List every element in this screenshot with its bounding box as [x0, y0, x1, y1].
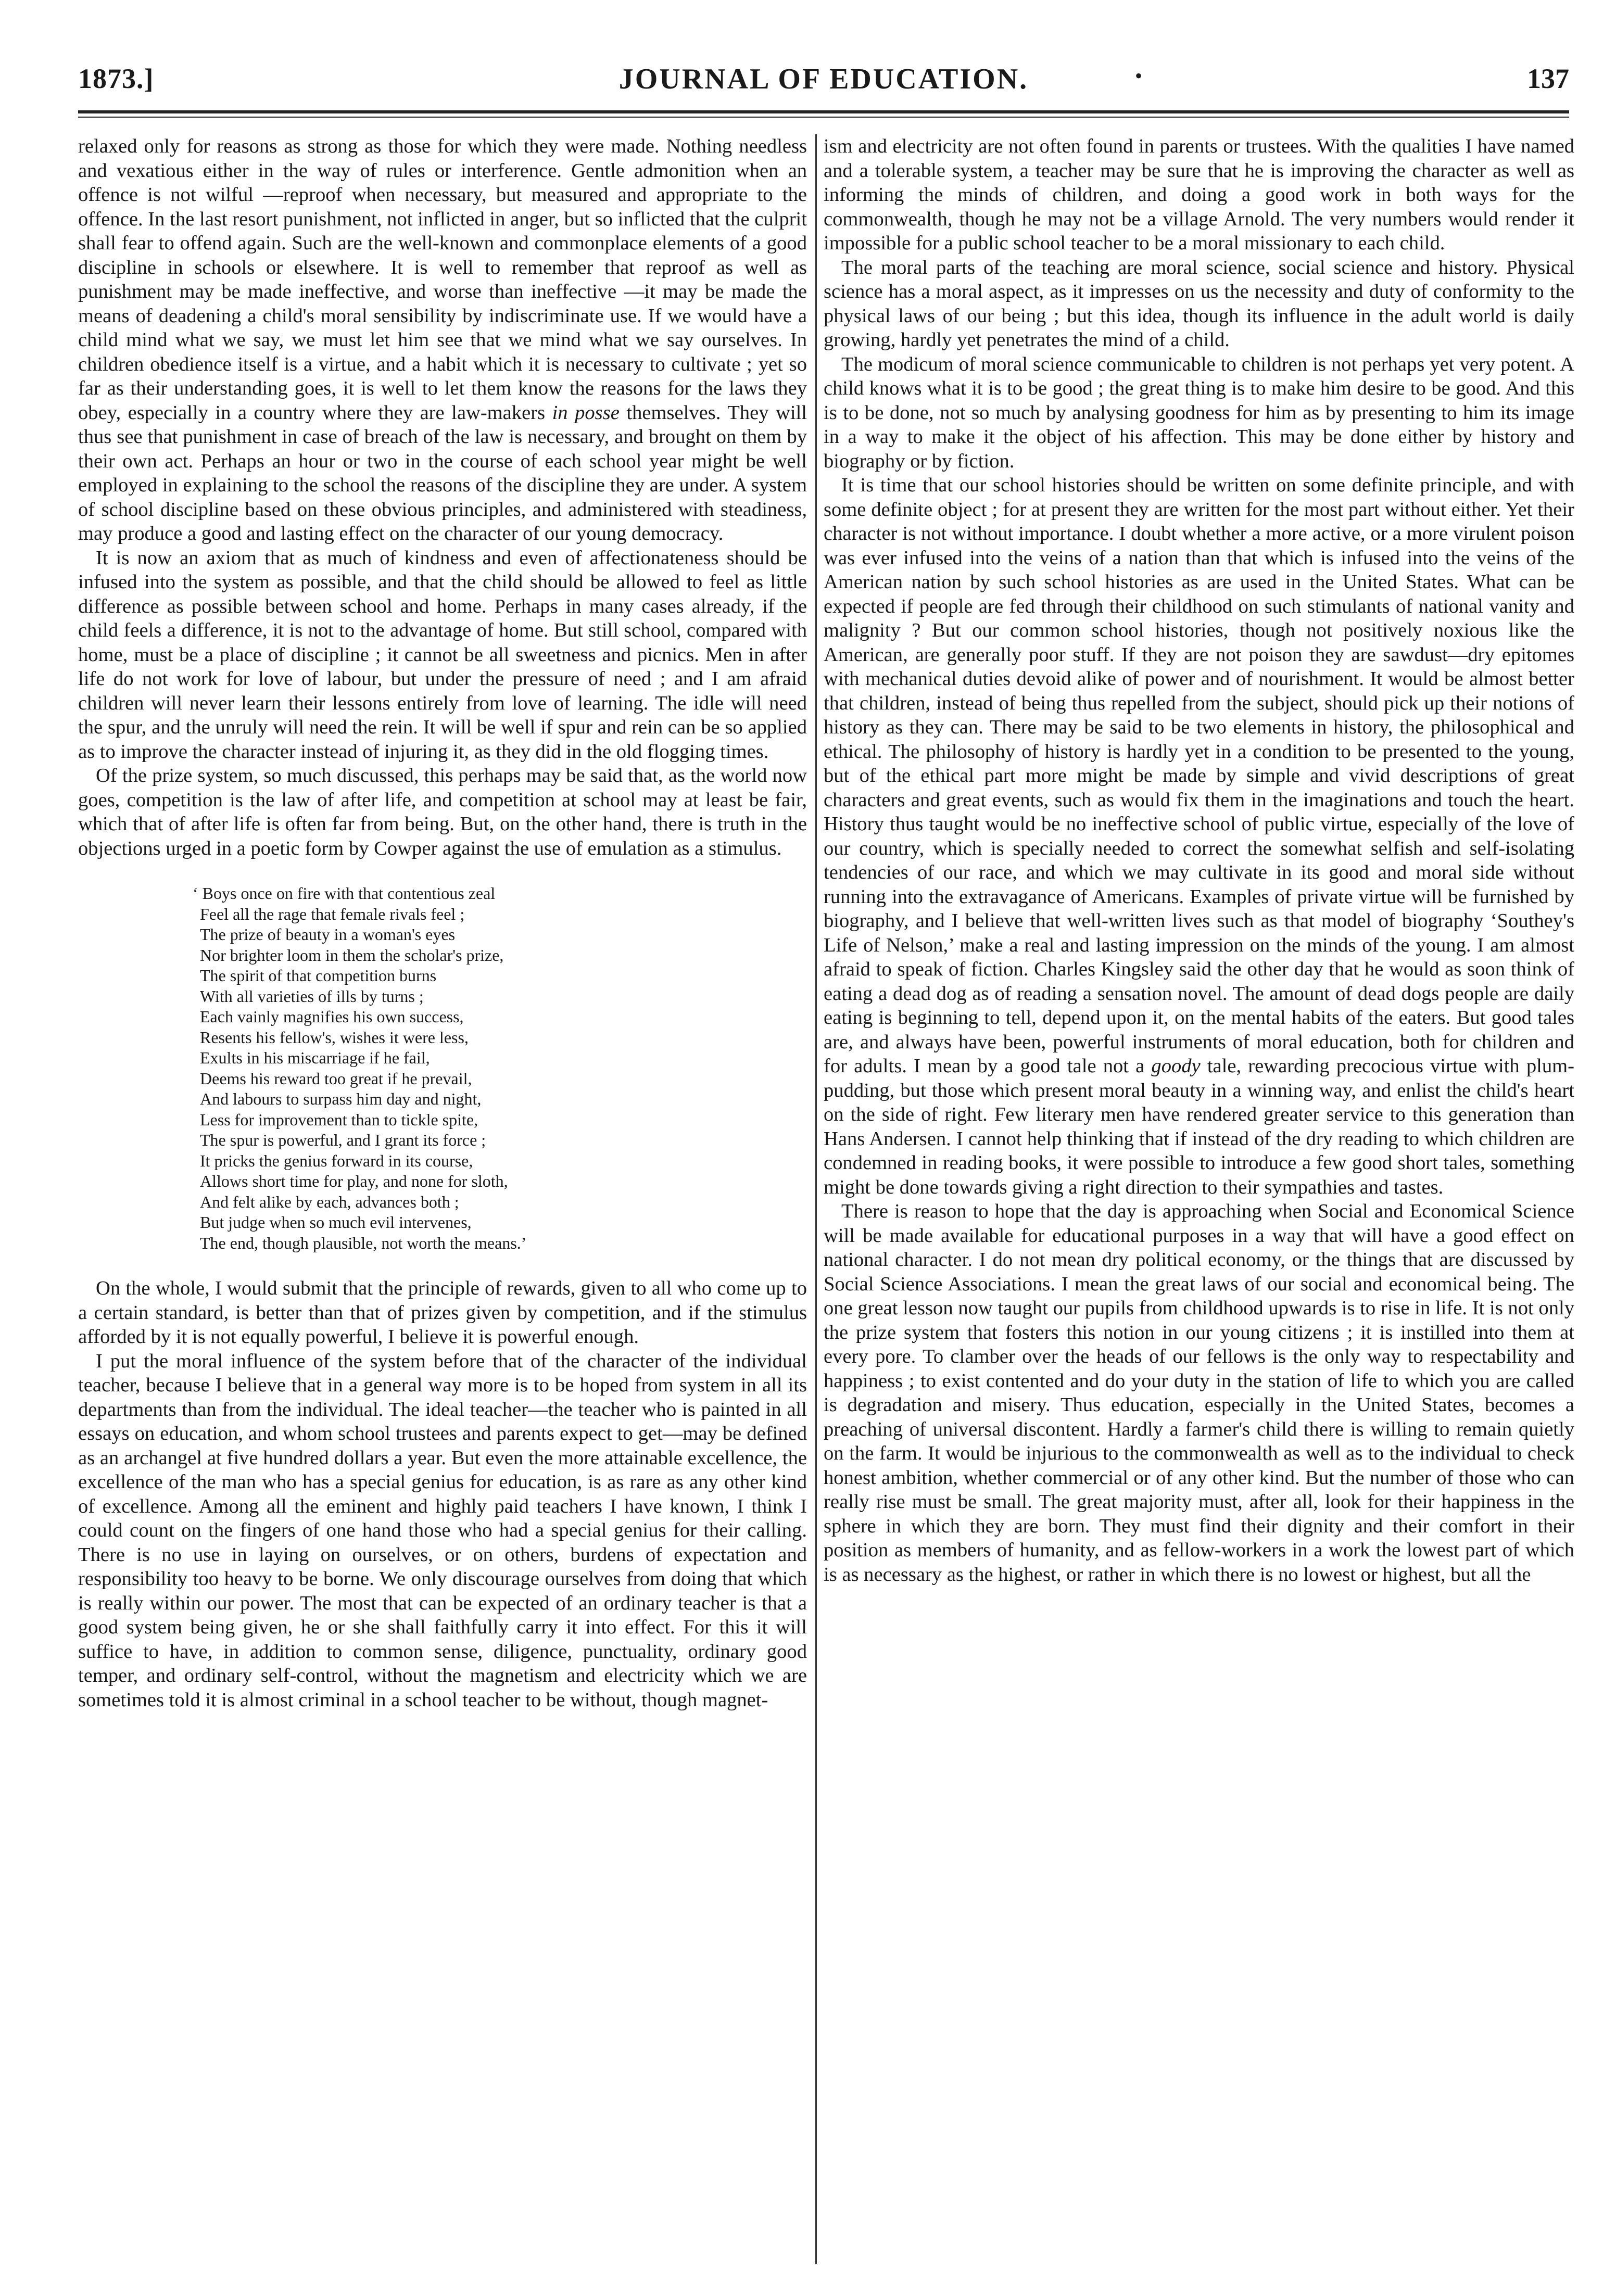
- journal-title: JOURNAL OF EDUCATION.: [618, 63, 1029, 95]
- running-header: [78, 62, 1569, 115]
- poem-line: And labours to surpass him day and night,: [200, 1089, 482, 1108]
- header-rule-thin: [78, 117, 1569, 118]
- paragraph-teacher: I put the moral influence of the system before that of the character of the individual teacher, because I believe that in a general way more is to be hoped from system in all its departments than from the individual. The ideal teacher—the teacher who is painted in all essays on education, and whom school trustees and parents expect to get—may be defined as an archangel at five hundred dollars a year. But even the more attainable excellence, the excellence of the man who has a special genius for education, is as rare as any other kind of excellence. Among all the eminent and highly paid teachers I have known, I think I could count on the fingers of one hand those who had a special genius for their calling. There is no use in laying on ourselves, or on others, burdens of expectation and responsibility too heavy to be borne. We only discourage ourselves from doing that which is really within our power. The most that can be expected of an ordinary teacher is that a good system being given, he or she shall faithfully carry it into effect. For this it will suffice to have, in addition to common sense, diligence, punctuality, ordinary good temper, and ordinary self-control, without the magnetism and electricity which we are sometimes told it is almost criminal in a school teacher to be without, though magnet-: [78, 1350, 807, 1711]
- poem-line: Nor brighter loom in them the scholar's prize,: [200, 945, 504, 965]
- page-number: 137: [1527, 63, 1569, 94]
- poem-line: ‘ Boys once on fire with that contentious zeal: [193, 884, 496, 903]
- poem-line: Exults in his miscarriage if he fail,: [200, 1048, 430, 1067]
- paragraph-moral-science: The modicum of moral science communicable to children is not perhaps yet very potent. A child knows what it is to be good ; the great thing is to make him desire to be good. And this is to be done, not so much by analysing goodness for him as by presenting to him its image in a way to make it the object of his affection. This may be done either by history and biography or by fiction.: [824, 353, 1574, 472]
- paragraph-prize-system: Of the prize system, so much discussed, this perhaps may be said that, as the world now goes, competition is the law of after life, and competition at school may at least be fair, which that of after life is often far from being. But, on the other hand, there is truth in the objections urged in a poetic form by Cowper against the use of emulation as a stimulus.: [78, 765, 807, 859]
- poem-line: Each vainly magnifies his own success,: [200, 1007, 464, 1026]
- poem-line: The end, though plausible, not worth the means.’: [200, 1233, 527, 1252]
- paragraph-moral-parts: The moral parts of the teaching are moral science, social science and history. Physical science has a moral aspect, as it impresses on us the necessity and duty of conformity to the physical laws of our being ; but this idea, though its influence in the adult world is daily growing, hardly yet penetrates the mind of a child.: [824, 256, 1574, 351]
- header-mark: •: [1135, 64, 1143, 87]
- paragraph-rewards: On the whole, I would submit that the principle of rewards, given to all who come up to a certain standard, is better than that of prizes given by competition, and if the stimulus afforded by it is not equally powerful, I believe it is powerful enough.: [78, 1277, 807, 1348]
- poem-line: And felt alike by each, advances both ;: [200, 1192, 459, 1211]
- header-year: 1873.]: [78, 63, 154, 94]
- poem-line: With all varieties of ills by turns ;: [200, 986, 424, 1006]
- header-rule-thick: [78, 110, 1569, 113]
- paragraph-discipline: relaxed only for reasons as strong as those for which they were made. Nothing needless and vexatious either in the way of rules or interference. Gentle admonition when an offence is not wilful —reproof when necessary, but measured and appropriate to the offence. In the last resort punishment, not inflicted in anger, but so inflicted that the culprit shall fear to offend again. Such are the well-known and commonplace elements of a good discipline in schools or elsewhere. It is well to remember that reproof as well as punishment may be made ineffective, and worse than ineffective —it may be made the means of deadening a child's moral sensibility by indiscriminate use. If we would have a child mind what we say, we must let him see that we mind what we say ourselves. In children obedience itself is a virtue, and a habit which it is necessary to cultivate ; yet so far as their understanding goes, it is well to let them know the reasons for the laws they obey, especially in a country where they are law-makers in posse themselves. They will thus see that punishment in case of breach of the law is necessary, and brought on them by their own act. Perhaps an hour or two in the course of each school year might be well employed in explaining to the school the reasons of the discipline they are under. A system of school discipline based on these obvious principles, and administered with steadiness, may produce a good and lasting effect on the character of our young democracy.: [78, 135, 807, 544]
- paragraph-social-science: There is reason to hope that the day is approaching when Social and Economical Science will be made available for educational purposes in a way that will have a good effect on national character. I do not mean dry political economy, or the things that are discussed by Social Science Associations. I mean the great laws of our social and economical being. The one great lesson now taught our pupils from childhood upwards is to rise in life. It is not only the prize system that fosters this notion in our young citizens ; it is instilled into them at every pore. To clamber over the heads of our fellows is the only way to respectability and happiness ; to exist contented and do your duty in the station of life to which you are called is degradation and misery. Thus education, especially in the United States, becomes a preaching of universal discontent. Hardly a farmer's child there is willing to remain quietly on the farm. It would be injurious to the commonwealth as well as to the individual to check honest ambition, whether commercial or of any other kind. But the number of those who can really rise must be small. The great majority must, after all, look for their happiness in the sphere in which they are born. They must find their dignity and their comfort in their position as members of humanity, and as fellow-workers in a work the lowest part of which is as necessary as the highest, or rather in which there is no lowest or highest, but all the: [824, 1200, 1574, 1585]
- poem-line: Less for improvement than to tickle spite,: [200, 1110, 478, 1129]
- poem-line: Feel all the rage that female rivals feel ;: [200, 904, 465, 923]
- paragraph-histories: It is time that our school histories should be written on some definite principle, and with some definite object ; for at present they are written for the most part without either. Yet their character is not without importance. I doubt whether a more active, or a more virulent poison was ever infused into the veins of a nation than that which is infused into the veins of the American nation by such school histories as are used in the United States. What can be expected if people are fed through their childhood on such stimulants of national vanity and malignity ? But our common school histories, though not positively noxious like the American, are generally poor stuff. If they are not poison they are sawdust—dry epitomes with mechanical duties devoid alike of power and of nourishment. It would be almost better that children, instead of being thus repelled from the subject, should pick up their notions of history as they can. There may be said to be two elements in history, the philosophical and ethical. The philosophy of history is hardly yet in a condition to be presented to the young, but of the ethical part more might be made by simple and vivid descriptions of great characters and great events, such as would fix them in the imaginations and touch the heart. History thus taught would be no ineffective school of public virtue, especially of the love of our country, which is specially needed to correct the somewhat selfish and self-isolating tendencies of our race, and which we may cultivate in its good and moral side without running into the extravagance of Americans. Examples of private virtue will be furnished by biography, and I believe that well-written lives such as that model of biography ‘Southey's Life of Nelson,’ make a real and lasting impression on the minds of the young. I am almost afraid to speak of fiction. Charles Kingsley said the other day that he would as soon think of eating a dead dog as of reading a sensation novel. The amount of dead dogs people are daily eating is beginning to tell, depend upon it, on the mental habits of the eaters. But good tales are, and always have been, powerful instruments of moral education, both for children and for adults. I mean by a good tale not a goody tale, rewarding precocious virtue with plum-pudding, but those which present moral beauty in a winning way, and enlist the child's heart on the side of right. Few literary men have rendered greater service to this generation than Hans Andersen. I cannot help thinking that if instead of the dry reading to which children are condemned in reading books, it were possible to introduce a few good short tales, something might be done towards giving a right direction to their sympathies and tastes.: [824, 474, 1574, 1198]
- poem-line: But judge when so much evil intervenes,: [200, 1213, 472, 1232]
- left-column: [78, 134, 807, 1712]
- poem-line: The spirit of that competition burns: [200, 966, 437, 985]
- poem-line: Deems his reward too great if he prevail,: [200, 1069, 472, 1088]
- column-divider: [815, 134, 817, 2264]
- cowper-quotation: [193, 883, 807, 1253]
- poem-line: It pricks the genius forward in its course,: [200, 1151, 473, 1170]
- right-column: [824, 134, 1574, 1587]
- paragraph-qualities: ism and electricity are not often found in parents or trustees. With the qualities I have named and a tolerable system, a teacher may be sure that he is improving the character as well as informing the minds of children, and doing a good work in both ways for the commonwealth, though he may not be a village Arnold. The very numbers would render it impossible for a public school teacher to be a moral missionary to each child.: [824, 135, 1574, 254]
- poem-line: Resents his fellow's, wishes it were less,: [200, 1028, 469, 1047]
- poem-line: The spur is powerful, and I grant its force ;: [200, 1131, 486, 1149]
- poem-line: Allows short time for play, and none for sloth,: [200, 1172, 508, 1190]
- poem-line: The prize of beauty in a woman's eyes: [200, 925, 456, 944]
- paragraph-kindness: It is now an axiom that as much of kindness and even of affectionateness should be infused into the system as possible, and that the child should be allowed to feel as little difference as possible between school and home. Perhaps in many cases already, if the child feels a difference, it is not to the advantage of home. But still school, compared with home, must be a place of discipline ; it cannot be all sweetness and picnics. Men in after life do not work for love of labour, but under the pressure of need ; and I am afraid children will never learn their lessons entirely from love of learning. The idle will need the spur, and the unruly will need the rein. It will be well if spur and rein can be so applied as to improve the character instead of injuring it, as they did in the old flogging times.: [78, 547, 807, 763]
